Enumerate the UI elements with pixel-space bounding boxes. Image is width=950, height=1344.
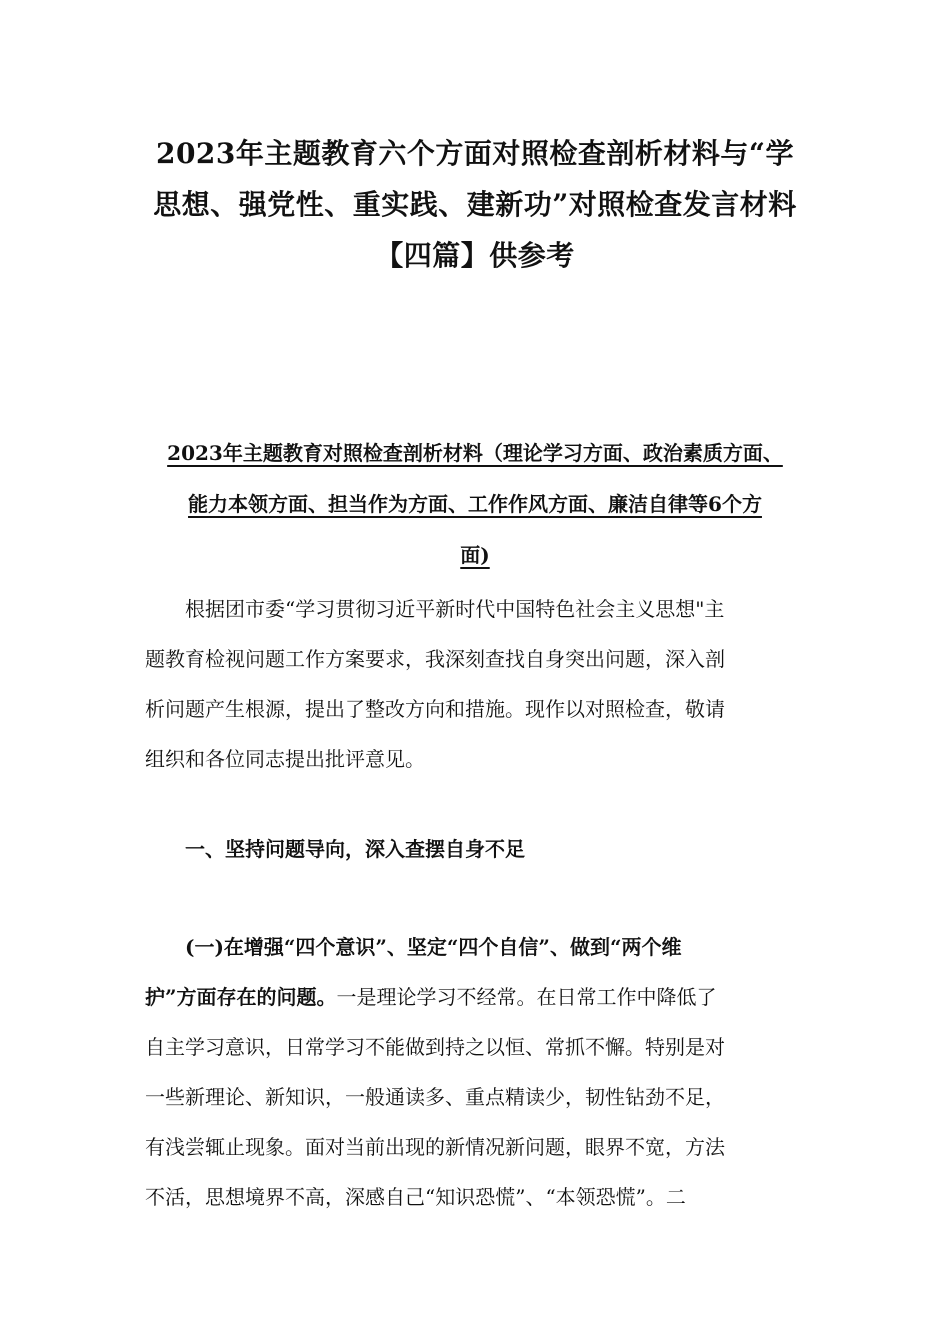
intro-line-2: 题教育检视问题工作方案要求，我深刻查找自身突出问题，深入剖 [145,647,725,671]
paragraph-line-3: 自主学习意识，日常学习不能做到持之以恒、常抓不懈。特别是对 [145,1035,725,1059]
intro-line-4: 组织和各位同志提出批评意见。 [145,747,425,771]
paragraph-line-5: 有浅尝辄止现象。面对当前出现的新情况新问题，眼界不宽，方法 [145,1135,725,1159]
paragraph-line-2 [145,972,815,1022]
paragraph-line-2-bold: 护”方面存在的问题。 [145,985,337,1009]
subtitle-line-2: 能力本领方面、担当作为方面、工作作风方面、廉洁自律等6个方 [188,492,762,516]
subtitle-line-3: 面) [460,543,490,567]
section-heading: 一、坚持问题导向，深入查摆自身不足 [185,837,525,861]
intro-paragraph [145,584,815,784]
document-title [120,128,830,281]
paragraph-line-6: 不活，思想境界不高，深感自己“知识恐慌”、“本领恐慌”。二 [145,1185,686,1209]
title-line-2: 思想、强党性、重实践、建新功”对照检查发言材料 [153,188,797,221]
intro-line-1: 根据团市委“学习贯彻习近平新时代中国特色社会主义思想"主 [185,597,725,621]
subtitle-line-1: 2023年主题教育对照检查剖析材料（理论学习方面、政治素质方面、 [167,441,783,465]
body-paragraph [145,922,815,1222]
title-line-1: 2023年主题教育六个方面对照检查剖析材料与“学 [155,137,795,170]
paragraph-line-1: (一)在增强“四个意识”、坚定“四个自信”、做到“两个维 [185,935,682,959]
title-line-3: 【四篇】供参考 [375,239,575,272]
section-subtitle [120,428,830,581]
paragraph-line-2-rest: 一是理论学习不经常。在日常工作中降低了 [336,985,717,1009]
paragraph-line-4: 一些新理论、新知识，一般通读多、重点精读少，韧性钻劲不足， [145,1085,725,1109]
intro-line-3: 析问题产生根源，提出了整改方向和措施。现作以对照检查，敬请 [145,697,725,721]
